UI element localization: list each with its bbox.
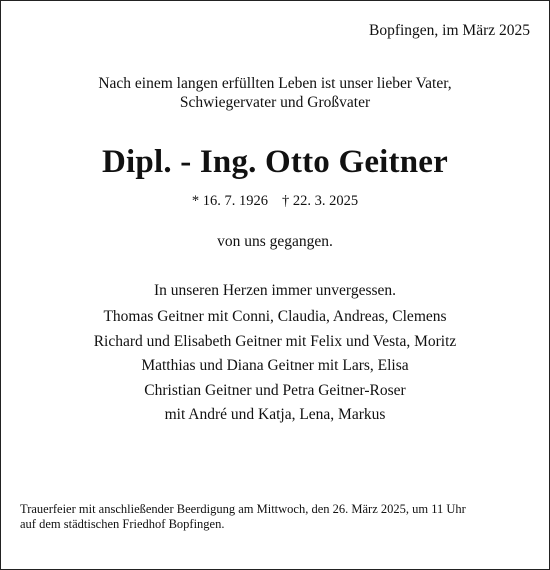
intro-text (0, 74, 550, 112)
funeral-line-2: auf dem städtischen Friedhof Bopfingen. (20, 517, 225, 531)
life-dates (0, 193, 550, 210)
intro-line-2: Schwiegervater und Großvater (179, 94, 371, 111)
place-date: Bopfingen, im März 2025 (368, 22, 530, 39)
family-line: Matthias und Diana Geitner mit Lars, Elisa (141, 357, 409, 374)
death-date: † 22. 3. 2025 (282, 193, 359, 209)
family-line: Christian Geitner und Petra Geitner-Roser (144, 381, 406, 399)
family-line: Thomas Geitner mit Conni, Claudia, Andreas, Clemens (103, 308, 447, 325)
funeral-line-1: Trauerfeier mit anschließender Beerdigung am Mittwoch, den 26. März 2025, um 11 Uhr (20, 502, 466, 516)
family-list (0, 305, 550, 428)
funeral-notice (20, 502, 466, 532)
birth-date: * 16. 7. 1926 (191, 193, 268, 209)
deceased-name: Dipl. - Ing. Otto Geitner (102, 144, 448, 180)
remembrance-text: In unseren Herzen immer unvergessen. (153, 282, 397, 299)
family-line: mit André und Katja, Lena, Markus (164, 406, 386, 423)
intro-line-1: Nach einem langen erfüllten Leben ist unser lieber Vater, (98, 75, 452, 92)
family-line: Richard und Elisabeth Geitner mit Felix und Vesta, Moritz (93, 332, 457, 350)
passed-away-text: von uns gegangen. (217, 233, 333, 250)
